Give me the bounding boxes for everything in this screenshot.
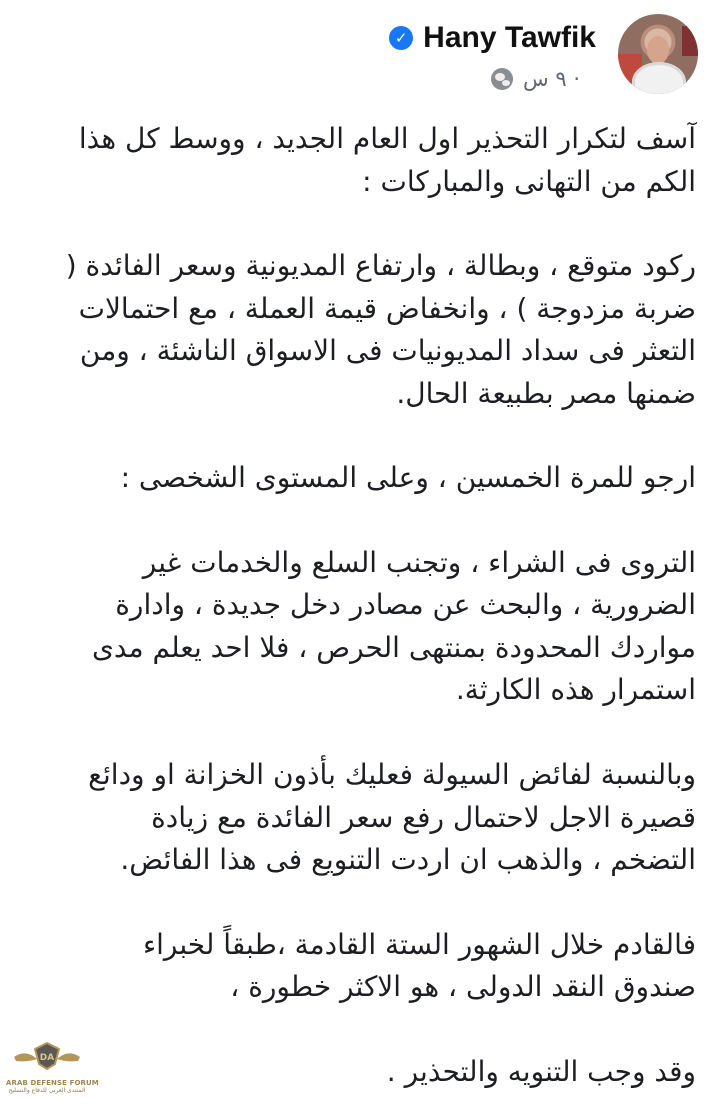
author-row [389,18,596,58]
svg-text:DA: DA [39,1053,55,1063]
post-paragraph-5: وبالنسبة لفائض السيولة فعليك بأذون الخزانة او ودائع قصيرة الاجل لاحتمال رفع سعر الفائدة مع زيادة التضخم ، والذهب ان اردت التنويع فى هذا الفائض. [88,758,696,877]
post-paragraph-7: وقد وجب التنويه والتحذير . [386,1054,696,1088]
watermark-title: ARAB DEFENSE FORUM [6,1079,99,1087]
author-name[interactable]: Hany Tawfik [423,21,596,54]
post-paragraph-4: التروى فى الشراء ، وتجنب السلع والخدمات غير الضرورية ، والبحث عن مصادر دخل جديدة ، وادارة مواردك المحدودة بمنتهى الحرص ، فلا احد يعلم مدى استمرار هذه الكارثة. [92,545,696,707]
post-body [64,118,696,1093]
avatar-face [647,36,669,64]
post-paragraph-3: ارجو للمرة الخمسين ، وعلى المستوى الشخصى : [120,461,696,495]
forum-logo-icon [6,1039,88,1083]
post-header [18,14,698,104]
post-meta [491,66,580,92]
verified-check: ✓ [394,29,408,47]
profile-avatar[interactable] [618,14,698,94]
watermark-subtitle: المنتدى العربي للدفاع والتسليح [8,1087,86,1094]
post-paragraph-6: فالقادم خلال الشهور الستة القادمة ،طبقاً لخبراء صندوق النقد الدولى ، هو الاكثر خطورة ، [142,927,696,1004]
avatar-background-right [682,26,698,56]
post-time[interactable]: ٩ س · [523,66,580,91]
forum-watermark [6,1039,99,1103]
post-paragraph-1: آسف لتكرار التحذير اول العام الجديد ، ووسط كل هذا الكم من التهانى والمباركات : [78,122,696,198]
post-paragraph-2: ركود متوقع ، وبطالة ، وارتفاع المديونية وسعر الفائدة ( ضربة مزدوجة ) ، وانخفاض قيمة العملة ، مع احتمالات التعثر فى سداد المديونيات فى الاسواق الناشئة ، ومن ضمنها مصر بطبيعة الحال. [65,249,696,410]
globe-icon[interactable] [491,68,513,90]
verified-icon [389,26,413,50]
avatar-shirt [632,62,686,94]
